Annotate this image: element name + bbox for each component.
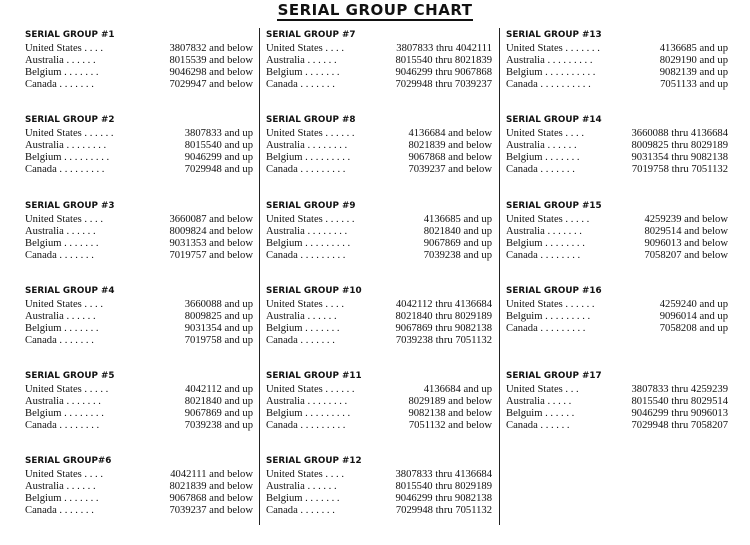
country-label: Belgium . . . . . . . bbox=[25, 322, 99, 334]
serial-row bbox=[25, 128, 253, 140]
serial-row bbox=[25, 164, 253, 176]
serial-range: 8015540 thru 8029189 bbox=[392, 481, 492, 493]
serial-range: 9067869 and up bbox=[421, 238, 492, 250]
serial-group-title: SERIAL GROUP #4 bbox=[25, 285, 115, 296]
serial-range: 8029189 and below bbox=[405, 396, 492, 408]
country-label: Belguim . . . . . . . . . bbox=[506, 310, 591, 322]
serial-range: 9031354 thru 9082138 bbox=[628, 152, 728, 164]
serial-row bbox=[25, 152, 253, 164]
serial-range: 4042111 and below bbox=[167, 469, 253, 481]
serial-range: 9067868 and below bbox=[166, 493, 253, 505]
serial-group-title: SERIAL GROUP #15 bbox=[506, 200, 602, 211]
serial-row bbox=[266, 79, 492, 91]
country-label: Belgium . . . . . . . . bbox=[25, 408, 104, 420]
serial-group bbox=[25, 29, 253, 114]
serial-range: 7019758 thru 7051132 bbox=[629, 164, 728, 176]
serial-group bbox=[266, 370, 492, 455]
serial-range: 9096014 and up bbox=[657, 311, 728, 323]
country-label: Belgium . . . . . . . . . bbox=[25, 152, 110, 164]
serial-row bbox=[266, 481, 492, 493]
serial-row bbox=[266, 43, 492, 55]
serial-row bbox=[25, 79, 253, 91]
serial-row bbox=[266, 67, 492, 79]
serial-group bbox=[506, 114, 728, 199]
serial-group-title: SERIAL GROUP #14 bbox=[506, 115, 602, 126]
serial-row bbox=[25, 481, 253, 493]
country-label: Belgium . . . . . . . bbox=[266, 322, 340, 334]
serial-range: 9031354 and up bbox=[182, 323, 253, 335]
serial-row bbox=[506, 79, 728, 91]
serial-row bbox=[266, 469, 492, 481]
country-label: Canada . . . . . . . . . bbox=[266, 249, 346, 261]
serial-range: 9067869 and up bbox=[182, 408, 253, 420]
country-label: Belgium . . . . . . . bbox=[25, 67, 99, 78]
country-label: United States . . . . bbox=[266, 469, 344, 481]
serial-group bbox=[25, 285, 253, 370]
serial-group bbox=[266, 29, 492, 114]
country-label: Belguim . . . . . . bbox=[506, 408, 575, 420]
country-label: Belgium . . . . . . . bbox=[266, 493, 340, 505]
country-label: United States . . . . bbox=[506, 128, 584, 140]
serial-range: 7051132 and below bbox=[406, 420, 492, 432]
country-label: United States . . . . bbox=[25, 298, 103, 310]
country-label: Canada . . . . . . . bbox=[506, 164, 575, 176]
serial-row bbox=[266, 493, 492, 505]
serial-range: 3807833 and up bbox=[182, 128, 253, 140]
serial-group bbox=[506, 29, 728, 114]
country-label: Australia . . . . . . bbox=[266, 55, 337, 66]
serial-range: 7058207 and below bbox=[641, 250, 728, 262]
serial-row bbox=[25, 299, 253, 311]
serial-group bbox=[266, 200, 492, 285]
serial-range: 8015540 thru 8029514 bbox=[628, 396, 728, 408]
serial-range: 3660088 thru 4136684 bbox=[628, 128, 728, 140]
serial-row bbox=[506, 214, 728, 226]
serial-range: 8029190 and up bbox=[657, 55, 728, 67]
serial-row bbox=[506, 408, 728, 420]
serial-range: 7039238 thru 7051132 bbox=[393, 335, 492, 347]
serial-range: 8021840 and up bbox=[421, 226, 492, 238]
serial-range: 7051133 and up bbox=[657, 79, 728, 91]
serial-range: 9082139 and up bbox=[657, 67, 728, 79]
serial-range: 9046299 and up bbox=[182, 152, 253, 164]
serial-range: 8015539 and below bbox=[166, 55, 253, 67]
serial-group-title: SERIAL GROUP #5 bbox=[25, 371, 115, 382]
serial-range: 4136684 and up bbox=[421, 384, 492, 396]
serial-range: 8021839 and below bbox=[166, 481, 253, 493]
country-label: Australia . . . . . . bbox=[266, 310, 337, 322]
serial-group-title: SERIAL GROUP #10 bbox=[266, 285, 362, 296]
serial-row bbox=[506, 226, 728, 238]
serial-row bbox=[266, 55, 492, 67]
serial-row bbox=[506, 67, 728, 79]
serial-range: 7039238 and up bbox=[421, 250, 492, 262]
serial-row bbox=[25, 505, 253, 517]
column-divider bbox=[259, 28, 260, 525]
serial-range: 9067868 and below bbox=[405, 152, 492, 164]
serial-row bbox=[266, 335, 492, 347]
country-label: United States . . . . bbox=[266, 298, 344, 310]
country-label: Canada . . . . . . . bbox=[266, 79, 335, 90]
country-label: Belgium . . . . . . . bbox=[25, 493, 99, 505]
serial-group-title: SERIAL GROUP #17 bbox=[506, 371, 602, 382]
serial-row bbox=[506, 238, 728, 250]
serial-range: 8021840 thru 8029189 bbox=[392, 311, 492, 323]
serial-row bbox=[25, 214, 253, 226]
serial-range: 4136685 and up bbox=[657, 43, 728, 55]
serial-row bbox=[506, 164, 728, 176]
country-label: Belgium . . . . . . . bbox=[25, 237, 99, 249]
serial-group-title: SERIAL GROUP #11 bbox=[266, 371, 362, 382]
country-label: Belgium . . . . . . . bbox=[506, 152, 580, 164]
serial-range: 4042112 and up bbox=[182, 384, 253, 396]
serial-row bbox=[266, 226, 492, 238]
serial-row bbox=[266, 214, 492, 226]
serial-row bbox=[506, 384, 728, 396]
serial-row bbox=[25, 55, 253, 67]
serial-group-title: SERIAL GROUP #7 bbox=[266, 30, 356, 40]
serial-row bbox=[266, 396, 492, 408]
country-label: Australia . . . . . . bbox=[25, 310, 96, 322]
serial-group-title: SERIAL GROUP #16 bbox=[506, 285, 602, 296]
serial-row bbox=[25, 469, 253, 481]
country-label: Canada . . . . . . . . . bbox=[266, 420, 346, 432]
serial-range: 7029947 and below bbox=[166, 79, 253, 91]
serial-row bbox=[266, 505, 492, 517]
serial-row bbox=[25, 250, 253, 262]
serial-range: 9031353 and below bbox=[166, 238, 253, 250]
serial-row bbox=[266, 250, 492, 262]
serial-range: 9096013 and below bbox=[641, 238, 728, 250]
country-label: Australia . . . . . . . bbox=[506, 225, 582, 237]
country-label: Australia . . . . . . bbox=[266, 481, 337, 493]
serial-range: 8009825 and up bbox=[182, 311, 253, 323]
column-3 bbox=[506, 29, 728, 455]
country-label: United States . . . . . . . bbox=[506, 43, 600, 54]
serial-row bbox=[266, 311, 492, 323]
serial-group bbox=[25, 370, 253, 455]
serial-range: 8021840 and up bbox=[182, 396, 253, 408]
serial-row bbox=[25, 335, 253, 347]
country-label: Canada . . . . . . bbox=[506, 420, 570, 432]
country-label: United States . . . . . . bbox=[266, 128, 355, 140]
serial-row bbox=[506, 420, 728, 432]
serial-row bbox=[266, 152, 492, 164]
country-label: United States . . . . . bbox=[506, 213, 590, 225]
serial-row bbox=[266, 384, 492, 396]
country-label: United States . . . . bbox=[25, 43, 103, 54]
serial-row bbox=[506, 55, 728, 67]
serial-row bbox=[266, 323, 492, 335]
country-label: Canada . . . . . . . . bbox=[25, 420, 100, 432]
serial-group bbox=[25, 200, 253, 285]
page-title bbox=[0, 1, 750, 19]
serial-row bbox=[25, 408, 253, 420]
serial-range: 7019757 and below bbox=[166, 250, 253, 262]
serial-range: 4136684 and below bbox=[405, 128, 492, 140]
serial-range: 3807832 and below bbox=[166, 43, 253, 55]
serial-range: 7029948 thru 7058207 bbox=[628, 420, 728, 432]
serial-range: 9046299 thru 9067868 bbox=[392, 67, 492, 79]
serial-range: 9067869 thru 9082138 bbox=[392, 323, 492, 335]
country-label: United States . . . . bbox=[266, 43, 344, 54]
serial-row bbox=[266, 420, 492, 432]
serial-range: 8029514 and below bbox=[641, 226, 728, 238]
country-label: United States . . . . . bbox=[25, 384, 109, 396]
country-label: Belgium . . . . . . . . . bbox=[266, 152, 351, 164]
serial-group-title: SERIAL GROUP #9 bbox=[266, 200, 356, 211]
serial-range: 3807833 thru 4259239 bbox=[628, 384, 728, 396]
country-label: United States . . . . bbox=[25, 213, 103, 225]
serial-range: 8009824 and below bbox=[166, 226, 253, 238]
serial-row bbox=[25, 396, 253, 408]
serial-group bbox=[25, 114, 253, 199]
serial-row bbox=[506, 323, 728, 335]
country-label: Canada . . . . . . . . bbox=[506, 249, 581, 261]
serial-group-title: SERIAL GROUP #12 bbox=[266, 456, 362, 467]
country-label: Australia . . . . . . bbox=[25, 55, 96, 66]
serial-range: 7029948 thru 7039237 bbox=[392, 79, 492, 91]
serial-group bbox=[506, 200, 728, 285]
serial-row bbox=[506, 299, 728, 311]
serial-group-title: SERIAL GROUP #3 bbox=[25, 200, 115, 211]
serial-range: 9046299 thru 9096013 bbox=[628, 408, 728, 420]
country-label: United States . . . . bbox=[25, 469, 103, 481]
serial-row bbox=[25, 323, 253, 335]
serial-range: 3807833 thru 4136684 bbox=[392, 469, 492, 481]
serial-range: 8009825 thru 8029189 bbox=[628, 140, 728, 152]
serial-row bbox=[25, 140, 253, 152]
country-label: Canada . . . . . . . bbox=[25, 334, 94, 346]
country-label: Canada . . . . . . . . . bbox=[266, 164, 346, 176]
country-label: Canada . . . . . . . bbox=[266, 334, 335, 346]
serial-range: 4259239 and below bbox=[641, 214, 728, 226]
serial-group bbox=[25, 455, 253, 540]
country-label: Australia . . . . . . bbox=[506, 140, 577, 152]
serial-range: 3807833 thru 4042111 bbox=[393, 43, 492, 55]
serial-group bbox=[506, 285, 728, 370]
column-1 bbox=[25, 29, 253, 541]
serial-row bbox=[506, 396, 728, 408]
serial-range: 3660088 and up bbox=[182, 299, 253, 311]
serial-range: 4042112 thru 4136684 bbox=[393, 299, 492, 311]
serial-group-title: SERIAL GROUP#6 bbox=[25, 456, 112, 467]
country-label: Australia . . . . . . . . . bbox=[506, 55, 593, 66]
country-label: Australia . . . . . . bbox=[25, 225, 96, 237]
serial-row bbox=[266, 128, 492, 140]
country-label: Australia . . . . . . . . bbox=[266, 140, 348, 152]
country-label: Australia . . . . . bbox=[506, 396, 572, 408]
serial-range: 8015540 and up bbox=[182, 140, 253, 152]
country-label: Australia . . . . . . . . bbox=[266, 225, 348, 237]
country-label: Canada . . . . . . . bbox=[266, 505, 335, 517]
serial-row bbox=[25, 226, 253, 238]
serial-row bbox=[25, 311, 253, 323]
column-2 bbox=[266, 29, 492, 541]
serial-range: 8021839 and below bbox=[405, 140, 492, 152]
serial-row bbox=[25, 420, 253, 432]
serial-group bbox=[506, 370, 728, 455]
country-label: Australia . . . . . . . bbox=[25, 396, 101, 408]
serial-group bbox=[266, 455, 492, 540]
serial-group bbox=[266, 114, 492, 199]
serial-range: 7058208 and up bbox=[657, 323, 728, 335]
country-label: Belgium . . . . . . . . . . bbox=[506, 67, 596, 78]
title-text: SERIAL GROUP CHART bbox=[277, 1, 473, 19]
serial-group-title: SERIAL GROUP #1 bbox=[25, 30, 115, 40]
country-label: Australia . . . . . . bbox=[25, 481, 96, 493]
country-label: United States . . . . . . bbox=[25, 128, 114, 140]
serial-range: 9046298 and below bbox=[166, 67, 253, 79]
country-label: Canada . . . . . . . . . bbox=[25, 164, 105, 176]
country-label: Canada . . . . . . . . . . bbox=[506, 79, 591, 90]
serial-range: 4259240 and up bbox=[657, 299, 728, 311]
country-label: United States . . . . . . bbox=[266, 213, 355, 225]
country-label: United States . . . . . . bbox=[266, 384, 355, 396]
country-label: United States . . . bbox=[506, 384, 579, 396]
serial-range: 7039237 and below bbox=[166, 505, 253, 517]
serial-group-title: SERIAL GROUP #2 bbox=[25, 115, 115, 126]
serial-range: 3660087 and below bbox=[166, 214, 253, 226]
serial-row bbox=[25, 238, 253, 250]
serial-row bbox=[266, 140, 492, 152]
serial-row bbox=[506, 140, 728, 152]
serial-row bbox=[506, 152, 728, 164]
column-divider bbox=[499, 28, 500, 525]
country-label: United States . . . . . . bbox=[506, 298, 595, 310]
serial-group-title: SERIAL GROUP #13 bbox=[506, 30, 602, 40]
serial-row bbox=[266, 238, 492, 250]
serial-row bbox=[266, 164, 492, 176]
serial-row bbox=[266, 408, 492, 420]
serial-row bbox=[25, 43, 253, 55]
serial-range: 7019758 and up bbox=[182, 335, 253, 347]
serial-group-title: SERIAL GROUP #8 bbox=[266, 115, 356, 126]
serial-group bbox=[266, 285, 492, 370]
country-label: Belgium . . . . . . . . . bbox=[266, 408, 351, 420]
country-label: Belgium . . . . . . . . bbox=[506, 237, 585, 249]
country-label: Canada . . . . . . . bbox=[25, 249, 94, 261]
serial-row bbox=[506, 43, 728, 55]
serial-row bbox=[506, 250, 728, 262]
country-label: Belgium . . . . . . . bbox=[266, 67, 340, 78]
country-label: Canada . . . . . . . . . bbox=[506, 322, 586, 334]
serial-range: 7029948 thru 7051132 bbox=[393, 505, 492, 517]
serial-range: 9046299 thru 9082138 bbox=[392, 493, 492, 505]
serial-row bbox=[25, 384, 253, 396]
serial-row bbox=[25, 67, 253, 79]
serial-row bbox=[506, 128, 728, 140]
serial-range: 4136685 and up bbox=[421, 214, 492, 226]
serial-range: 9082138 and below bbox=[405, 408, 492, 420]
serial-range: 7039237 and below bbox=[405, 164, 492, 176]
country-label: Australia . . . . . . . . bbox=[25, 140, 107, 152]
country-label: Canada . . . . . . . bbox=[25, 79, 94, 90]
country-label: Belgium . . . . . . . . . bbox=[266, 237, 351, 249]
serial-range: 8015540 thru 8021839 bbox=[392, 55, 492, 67]
serial-range: 7029948 and up bbox=[182, 164, 253, 176]
country-label: Australia . . . . . . . . bbox=[266, 396, 348, 408]
serial-range: 7039238 and up bbox=[182, 420, 253, 432]
country-label: Canada . . . . . . . bbox=[25, 505, 94, 517]
serial-row bbox=[25, 493, 253, 505]
serial-row bbox=[266, 299, 492, 311]
serial-row bbox=[506, 311, 728, 323]
